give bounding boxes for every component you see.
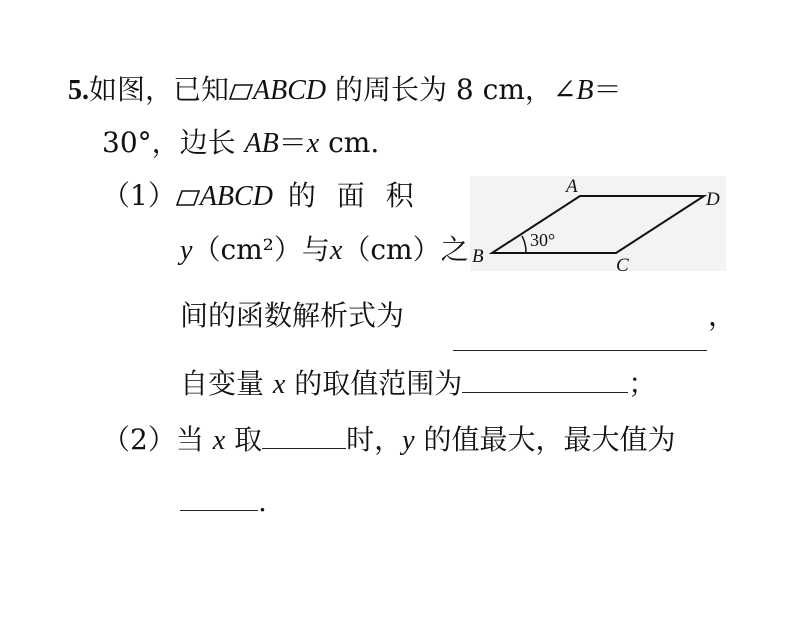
variable-x: x bbox=[212, 425, 226, 456]
unit-text: cm. bbox=[319, 126, 380, 159]
semicolon: ； bbox=[628, 367, 657, 400]
problem-line-2 bbox=[102, 125, 379, 162]
vertex-label-A: A bbox=[566, 176, 578, 197]
angle-vertex: B bbox=[576, 75, 594, 106]
part2-line-2 bbox=[180, 484, 267, 520]
part1-comma: ， bbox=[708, 299, 737, 332]
part1-label: （1） bbox=[102, 179, 176, 212]
variable-x: x bbox=[272, 369, 286, 400]
part1-line-2 bbox=[180, 232, 469, 269]
angle-label: 30° bbox=[530, 230, 556, 250]
parallelogram-figure bbox=[470, 176, 726, 271]
equals-sign: ＝ bbox=[593, 73, 622, 106]
equals-sign: ＝ bbox=[278, 126, 307, 159]
answer-blank-max-value[interactable] bbox=[180, 486, 258, 511]
shape-name: ABCD bbox=[199, 181, 273, 212]
part2-text: 时， bbox=[346, 423, 403, 456]
unit-text: （cm）之 bbox=[342, 233, 469, 266]
segment-name: AB bbox=[244, 128, 279, 159]
answer-blank-x-value[interactable] bbox=[262, 424, 346, 449]
vertex-label-C: C bbox=[616, 255, 629, 271]
part2-text: 取 bbox=[234, 423, 263, 456]
part1-line-4 bbox=[180, 366, 656, 403]
parallelogram-diagram bbox=[470, 176, 726, 271]
part1-text: 间的函数解析式为 bbox=[180, 299, 405, 332]
part2-label: （2）当 bbox=[102, 423, 204, 456]
part2-line-1 bbox=[102, 422, 675, 459]
period: . bbox=[258, 485, 267, 518]
answer-blank-domain[interactable] bbox=[462, 368, 628, 393]
angle-arc bbox=[522, 236, 526, 253]
variable-y: y bbox=[402, 425, 415, 456]
parallelogram-shape bbox=[492, 196, 704, 253]
part1-text: 自变量 bbox=[180, 367, 265, 400]
angle-symbol: ∠ bbox=[552, 73, 577, 106]
parallelogram-icon bbox=[229, 83, 253, 101]
problem-number: 5. bbox=[68, 75, 89, 106]
parallelogram-icon bbox=[176, 189, 200, 207]
part1-line-1 bbox=[102, 178, 420, 215]
problem-text: 如图，已知 bbox=[89, 73, 230, 106]
answer-blank-function[interactable] bbox=[453, 326, 707, 351]
vertex-label-D: D bbox=[706, 189, 720, 210]
part1-line-3 bbox=[180, 298, 404, 334]
variable-x: x bbox=[306, 128, 320, 159]
part2-text: 的值最大，最大值为 bbox=[423, 423, 676, 456]
part1-text: 的 面 积 bbox=[272, 179, 420, 212]
problem-text: 30°，边长 bbox=[102, 126, 236, 159]
variable-x: x bbox=[329, 235, 343, 266]
shape-name: ABCD bbox=[253, 75, 327, 106]
problem-line-1 bbox=[68, 72, 621, 109]
variable-y: y bbox=[180, 235, 193, 266]
part1-text: 的取值范围为 bbox=[294, 367, 463, 400]
vertex-label-B: B bbox=[472, 246, 484, 267]
problem-text: 的周长为 8 cm， bbox=[335, 73, 553, 106]
unit-text: （cm²）与 bbox=[192, 233, 330, 266]
